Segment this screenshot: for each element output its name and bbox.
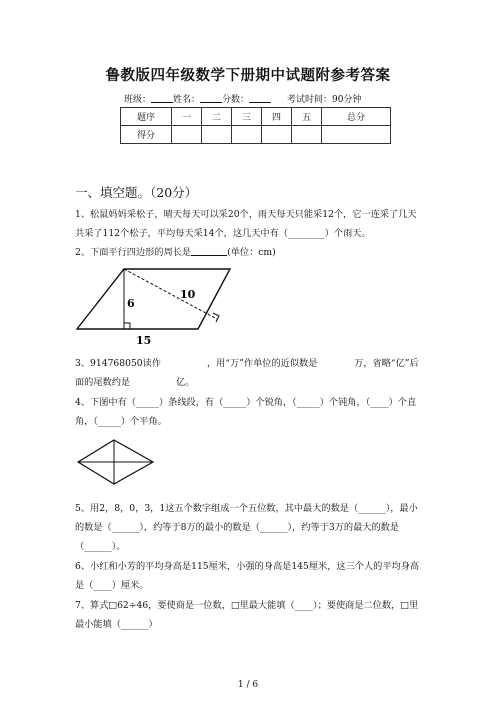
- score-cell[interactable]: [322, 126, 391, 144]
- answer-blank[interactable]: [191, 245, 227, 256]
- table-header-cell: 五: [292, 108, 322, 126]
- score-cell[interactable]: [172, 126, 202, 144]
- row-label: 得分: [121, 126, 172, 144]
- question-7: 7、算式□62÷46，要使商是一位数，□里最大能填（____）；要使商是二位数，□里最小能填（______）: [75, 600, 419, 630]
- rhombus-figure: [76, 438, 156, 488]
- table-header-cell: 二: [202, 108, 232, 126]
- page-title: 鲁教版四年级数学下册期中试题附参考答案: [105, 68, 391, 84]
- table-header-cell: 一: [172, 108, 202, 126]
- table-header-cell: 四: [262, 108, 292, 126]
- table-header-cell: 三: [232, 108, 262, 126]
- score-blank: [249, 93, 271, 103]
- question-2-unit: (单位：cm): [227, 247, 276, 258]
- question-6: 6、小红和小芳的平均身高是115厘米，小强的身高是145厘米，这三个人的平均身高是（____）厘米。: [75, 561, 420, 591]
- student-info: [124, 92, 362, 105]
- question-1: 1、松鼠妈妈采松子，晴天每天可以采20个，雨天每天只能采12个，它一连采了几天共采了112个松子，平均每天采14个，这几天中有（________）个雨天。: [75, 209, 417, 239]
- name-blank: [200, 93, 222, 103]
- question-5: 5、用2，8，0，3，1这五个数字组成一个五位数，其中最大的数是（______），最小的数是（______），约等于8万的最小的数是（______），约等于3万的最大的数是（______）。: [75, 503, 418, 552]
- label-side: 10: [180, 288, 196, 301]
- table-header-cell: 题序: [121, 108, 172, 126]
- score-cell[interactable]: [262, 126, 292, 144]
- score-cell[interactable]: [232, 126, 262, 144]
- parallelogram-shape: [77, 269, 230, 329]
- label-base: 15: [136, 334, 152, 347]
- section-heading: 一、填空题。（20分）: [75, 185, 198, 200]
- name-label: 姓名：: [173, 95, 201, 105]
- question-4: 4、下图中有（_____）条线段，有（_____）个锐角，（_____）个钝角，（____）个直角，（_____）个平角。: [75, 397, 417, 427]
- score-cell[interactable]: [202, 126, 232, 144]
- page-number: 1 / 6: [237, 680, 259, 690]
- score-table-row: [121, 126, 391, 144]
- label-height: 6: [127, 297, 135, 310]
- class-label: 班级：: [124, 95, 152, 105]
- right-angle-mark: [124, 323, 130, 329]
- time-label: 考试时间：90分钟: [287, 95, 362, 105]
- diagonal-height-line: [124, 269, 217, 319]
- class-blank: [151, 93, 173, 103]
- score-table: [120, 107, 391, 144]
- score-label: 分数：: [222, 95, 250, 105]
- question-2-text: 2、下面平行四边形的周长是: [75, 247, 192, 258]
- question-2: [75, 243, 425, 262]
- score-cell[interactable]: [292, 126, 322, 144]
- table-header-cell: 总分: [322, 108, 391, 126]
- question-3: 3、914768050读作 ，用“万”作单位的近似数是 万，省略“亿”后面的尾数约是 亿。: [75, 358, 419, 388]
- parallelogram-figure: [72, 265, 242, 347]
- score-table-header-row: [121, 108, 391, 126]
